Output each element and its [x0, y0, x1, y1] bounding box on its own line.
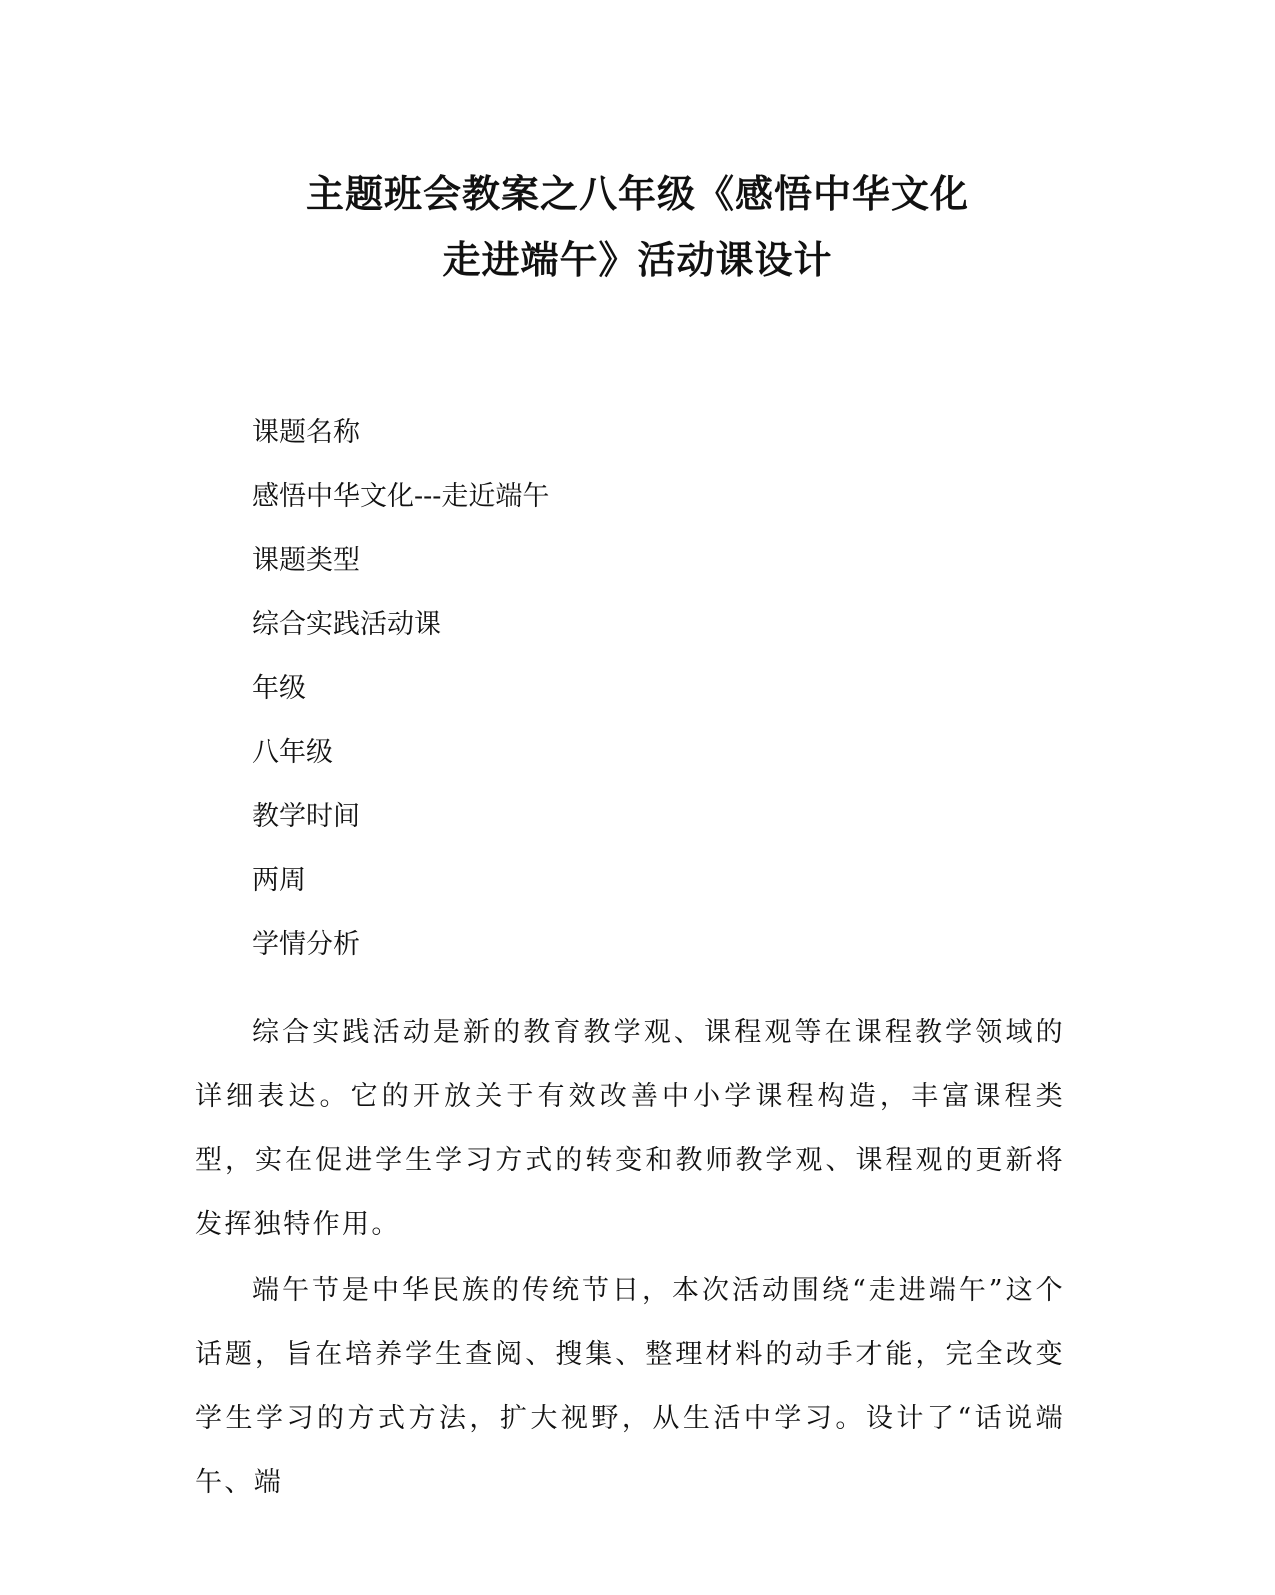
- field-label-grade: 年级: [252, 673, 306, 704]
- field-label-topic-name: 课题名称: [252, 417, 360, 448]
- body-paragraph: 端午节是中华民族的传统节日，本次活动围绕“走进端午”这个话题，旨在培养学生查阅、搜集、整理材料的动手才能，完全改变学生学习的方式方法，扩大视野，从生活中学习。设计了“话说端午、端: [195, 1275, 1065, 1498]
- field-label-student-analysis: 学情分析: [252, 929, 360, 960]
- field-value-teaching-time: 两周: [252, 865, 306, 896]
- document-title-line-1: 主题班会教案之八年级《感悟中华文化: [305, 172, 969, 216]
- body-paragraph: 综合实践活动是新的教育教学观、课程观等在课程教学领域的详细表达。它的开放关于有效改善中小学课程构造，丰富课程类型，实在促进学生学习方式的转变和教师教学观、课程观的更新将发挥独特作用。: [195, 1017, 1065, 1240]
- field-value-grade: 八年级: [252, 737, 333, 768]
- field-label-teaching-time: 教学时间: [252, 801, 360, 832]
- field-label-topic-type: 课题类型: [252, 545, 360, 576]
- field-value-topic-type: 综合实践活动课: [252, 609, 441, 640]
- document-title-line-2: 走进端午》活动课设计: [442, 238, 833, 282]
- field-value-topic-name: 感悟中华文化---走近端午: [252, 481, 550, 512]
